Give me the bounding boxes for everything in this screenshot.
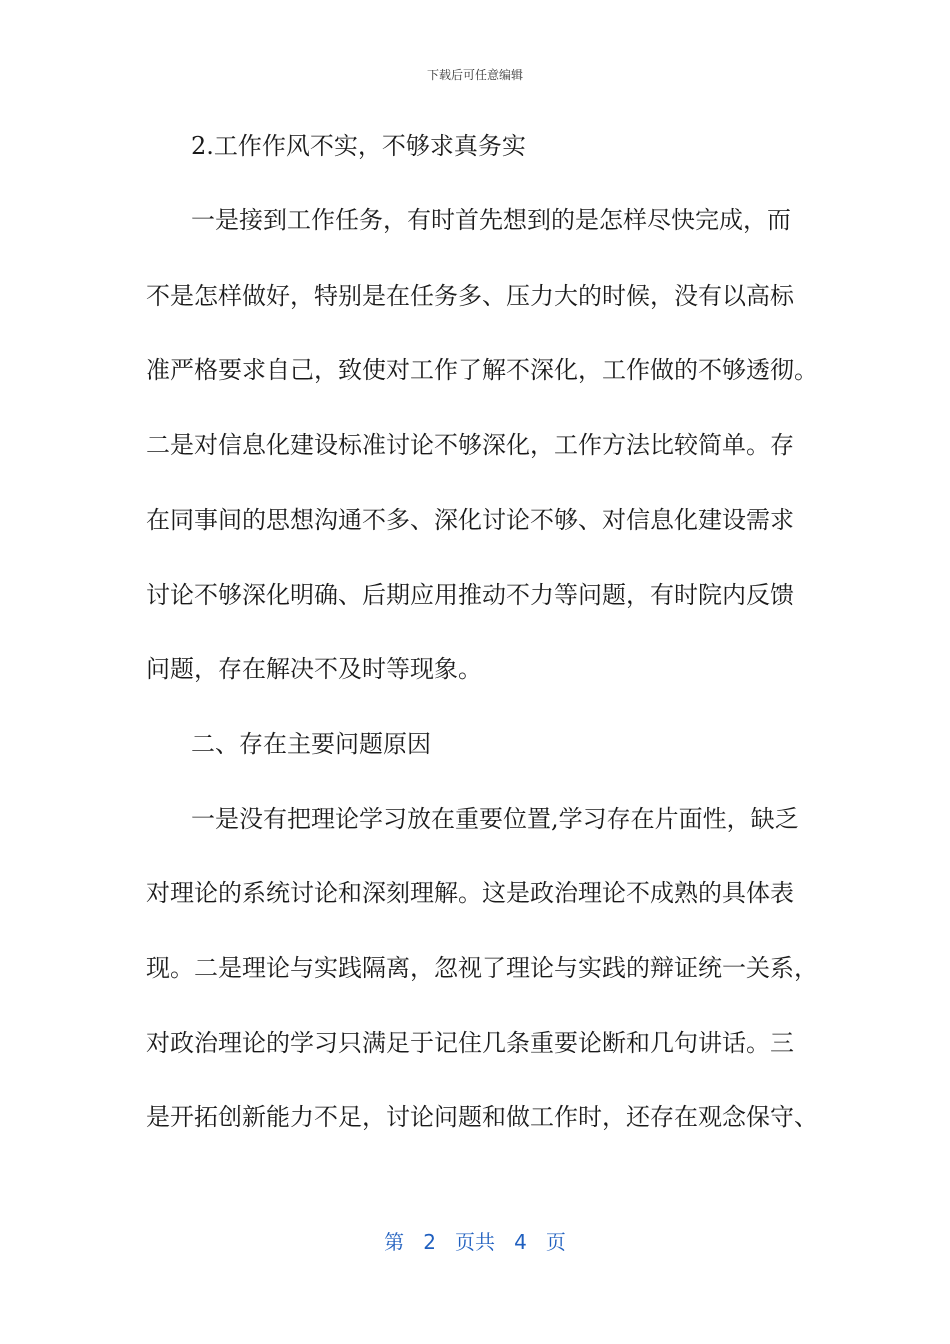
paragraph-line: 准严格要求自己，致使对工作了解不深化，工作做的不够透彻。 [146, 356, 818, 384]
paragraph-line: 是开拓创新能力不足，讨论问题和做工作时，还存在观念保守、 [146, 1103, 818, 1131]
section-heading-2: 二、存在主要问题原因 [191, 730, 431, 758]
section-heading-1: 2.工作作风不实，不够求真务实 [191, 132, 526, 160]
paragraph-line: 一是接到工作任务，有时首先想到的是怎样尽快完成，而 [191, 206, 791, 234]
footer-total-pages: 4 [514, 1230, 527, 1254]
footer-current-page: 2 [423, 1230, 436, 1254]
header-note: 下载后可任意编辑 [426, 68, 523, 82]
paragraph-line: 在同事间的思想沟通不多、深化讨论不够、对信息化建设需求 [146, 506, 794, 534]
footer-label-page: 第 [384, 1230, 405, 1254]
footer-label-end: 页 [545, 1230, 566, 1254]
footer-label-total: 页共 [455, 1230, 495, 1254]
paragraph-line: 讨论不够深化明确、后期应用推动不力等问题，有时院内反馈 [146, 581, 794, 609]
page-footer [0, 1226, 950, 1255]
paragraph-line: 问题，存在解决不及时等现象。 [146, 655, 482, 683]
paragraph-line: 现。二是理论与实践隔离，忽视了理论与实践的辩证统一关系， [146, 954, 818, 982]
paragraph-line: 二是对信息化建设标准讨论不够深化，工作方法比较简单。存 [146, 431, 794, 459]
paragraph-line: 对政治理论的学习只满足于记住几条重要论断和几句讲话。三 [146, 1029, 794, 1057]
paragraph-line: 对理论的系统讨论和深刻理解。这是政治理论不成熟的具体表 [146, 879, 794, 907]
paragraph-line: 不是怎样做好，特别是在任务多、压力大的时候，没有以高标 [146, 282, 794, 310]
paragraph-line: 一是没有把理论学习放在重要位置,学习存在片面性，缺乏 [191, 805, 799, 833]
